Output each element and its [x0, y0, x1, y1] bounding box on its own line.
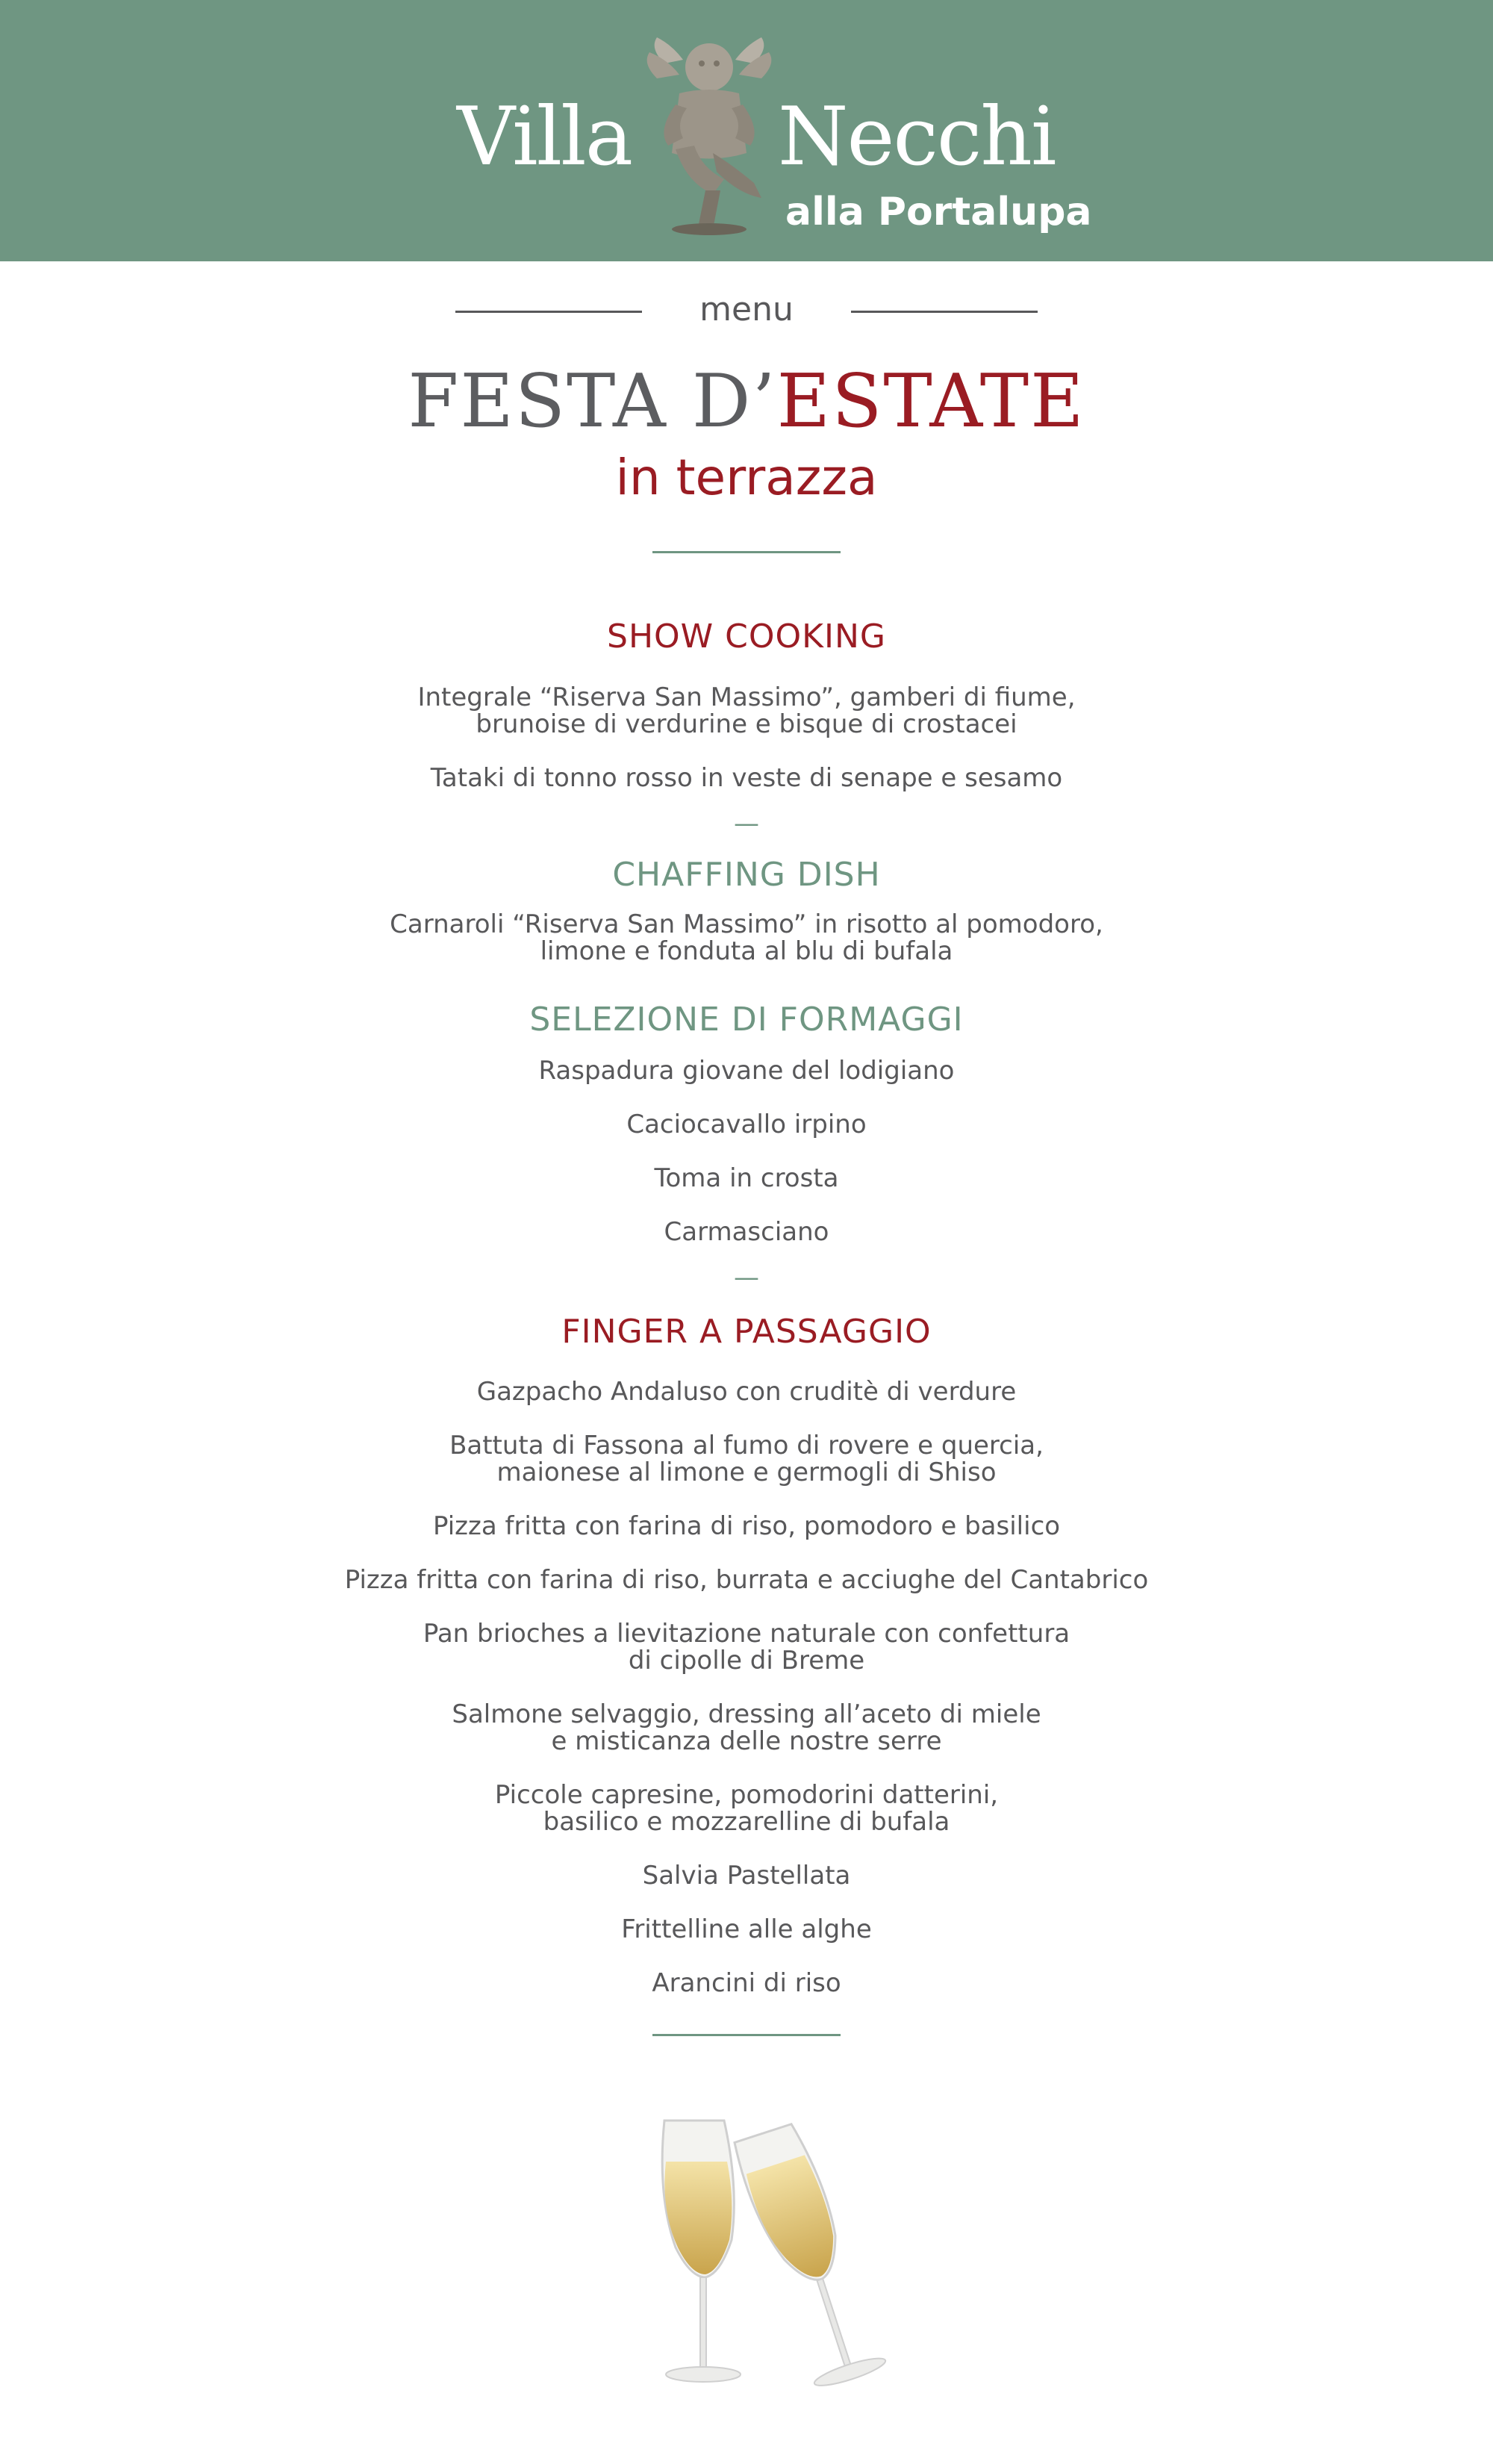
- menu-divider-right: [851, 311, 1038, 313]
- page-title-part1: FESTA D’: [408, 359, 777, 444]
- menu-item: Gazpacho Andaluso con cruditè di verdure: [476, 1377, 1017, 1407]
- brand-name-left: Villa: [457, 90, 632, 184]
- header-banner: [0, 0, 1493, 261]
- title-rule: [652, 551, 841, 553]
- menu-label-row: [0, 287, 1493, 332]
- menu-item: Toma in crosta: [654, 1163, 839, 1193]
- brand-name-right: Necchi: [778, 90, 1056, 184]
- menu-item: Carnaroli “Riserva San Massimo” in risotto al pomodoro, limone e fonduta al blu di bufala: [390, 909, 1103, 966]
- section-title-show-cooking: SHOW COOKING: [607, 617, 886, 656]
- menu-item: Battuta di Fassona al fumo di rovere e quercia, maionese al limone e germogli di Shiso: [449, 1431, 1044, 1487]
- section-title-finger: FINGER A PASSAGGIO: [561, 1313, 932, 1351]
- footer-rule: [652, 2034, 841, 2036]
- page-title-part2: ESTATE: [776, 359, 1085, 444]
- page-title: [0, 357, 1493, 447]
- menu-item: Piccole capresine, pomodorini datterini, basilico e mozzarelline di bufala: [494, 1780, 999, 1837]
- menu-item: Caciocavallo irpino: [626, 1110, 867, 1139]
- menu-item: Salmone selvaggio, dressing all’aceto di miele e misticanza delle nostre serre: [452, 1699, 1041, 1756]
- menu-item: Arancini di riso: [652, 1968, 841, 1998]
- champagne-glasses-icon: [635, 2091, 918, 2404]
- section-title-formaggi: SELEZIONE DI FORMAGGI: [529, 1001, 964, 1039]
- section-separator: —: [734, 809, 759, 839]
- brand-subtitle: alla Portalupa: [785, 190, 1092, 234]
- cherub-statue-icon: [642, 34, 776, 235]
- menu-item: Pan brioches a lievitazione naturale con confettura di cipolle di Breme: [423, 1619, 1070, 1676]
- section-title-chaffing-dish: CHAFFING DISH: [612, 856, 881, 894]
- menu-label: menu: [699, 290, 794, 329]
- menu-item: Pizza fritta con farina di riso, pomodoro e basilico: [432, 1511, 1061, 1541]
- menu-item: Integrale “Riserva San Massimo”, gamberi di fiume, brunoise di verdurine e bisque di crostacei: [417, 682, 1076, 739]
- menu-item: Carmasciano: [664, 1217, 829, 1247]
- menu-item: Frittelline alle alghe: [621, 1914, 872, 1944]
- section-show-cooking: [0, 615, 1493, 659]
- menu-item: Raspadura giovane del lodigiano: [538, 1056, 955, 1086]
- menu-item: Pizza fritta con farina di riso, burrata e acciughe del Cantabrico: [344, 1565, 1149, 1595]
- section-separator: —: [734, 1263, 759, 1292]
- menu-item: Salvia Pastellata: [642, 1861, 851, 1891]
- menu-item: Tataki di tonno rosso in veste di senape e sesamo: [430, 763, 1063, 793]
- page-subtitle: in terrazza: [615, 449, 878, 506]
